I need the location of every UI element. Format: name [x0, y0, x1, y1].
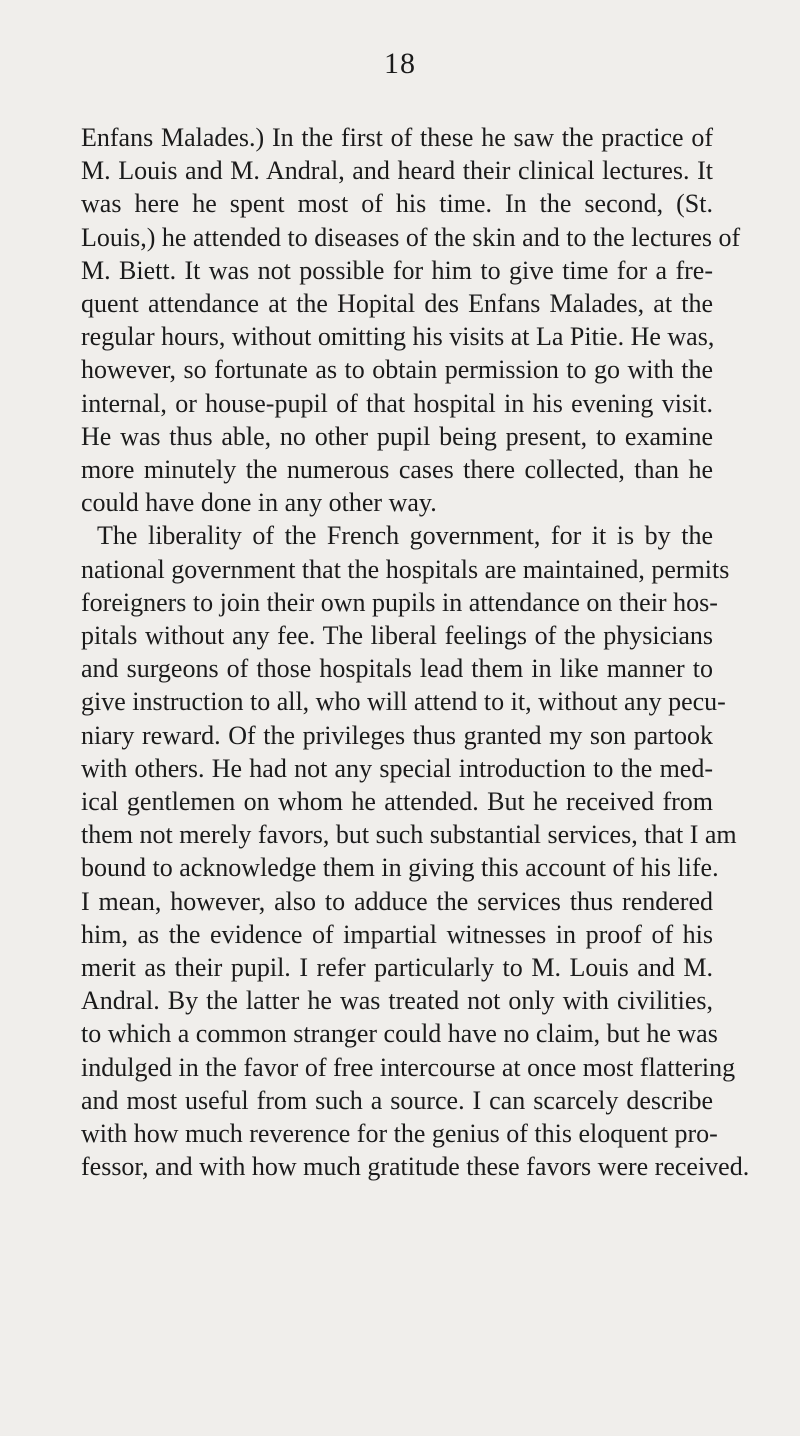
text-line: give instruction to all, who will attend to it, without any pecu- [81, 687, 726, 717]
text-line: however, so fortunate as to obtain permission to go with the [81, 355, 713, 385]
text-line: regular hours, without omitting his visits at La Pitie. He was, [81, 322, 715, 352]
text-line: M. Biett. It was not possible for him to give time for a fre- [81, 255, 713, 285]
text-line: foreigners to join their own pupils in attendance on their hos- [81, 587, 718, 617]
text-line: him, as the evidence of impartial witnesses in proof of his [81, 919, 713, 949]
text-line: indulged in the favor of free intercourse at once most flattering [81, 1052, 736, 1082]
text-line: He was thus able, no other pupil being present, to examine [81, 421, 713, 451]
text-line: merit as their pupil. I refer particularly to M. Louis and M. [81, 953, 713, 983]
text-line: and surgeons of those hospitals lead them in like manner to [81, 654, 713, 684]
text-line: internal, or house-pupil of that hospital in his evening visit. [81, 388, 713, 418]
text-line: I mean, however, also to adduce the services thus rendered [81, 886, 713, 916]
text-line: was here he spent most of his time. In the second, (St. [81, 189, 713, 219]
body-text [81, 121, 750, 1184]
text-line: them not merely favors, but such substantial services, that I am [81, 820, 737, 850]
text-line: bound to acknowledge them in giving this account of his life. [81, 853, 719, 883]
text-line: Enfans Malades.) In the first of these he saw the practice of [81, 123, 713, 152]
text-line: with others. He had not any special introduction to the med- [81, 753, 713, 783]
text-line: national government that the hospitals are maintained, permits [81, 554, 730, 584]
paragraph-end-line: fessor, and with how much gratitude these favors were received. [81, 1152, 750, 1182]
text-line: Louis,) he attended to diseases of the skin and to the lectures of [81, 222, 741, 252]
text-line: more minutely the numerous cases there collected, than he [81, 455, 713, 485]
text-line: quent attendance at the Hopital des Enfans Malades, at the [81, 289, 713, 319]
page-number: 18 [384, 47, 416, 80]
text-line: and most useful from such a source. I can scarcely describe [81, 1085, 713, 1115]
paragraph-start-line: The liberality of the French government, for it is by the [97, 521, 713, 551]
text-line: pitals without any fee. The liberal feelings of the physicians [81, 621, 713, 651]
text-line: ical gentlemen on whom he attended. But he received from [81, 787, 713, 817]
text-line: to which a common stranger could have no claim, but he was [81, 1019, 718, 1049]
text-line: M. Louis and M. Andral, and heard their clinical lectures. It [81, 156, 713, 186]
text-line: with how much reverence for the genius of this eloquent pro- [81, 1119, 718, 1149]
text-line: Andral. By the latter he was treated not only with civilities, [81, 986, 713, 1016]
paragraph-end-line: could have done in any other way. [81, 488, 437, 518]
text-line: niary reward. Of the privileges thus granted my son partook [81, 720, 713, 750]
